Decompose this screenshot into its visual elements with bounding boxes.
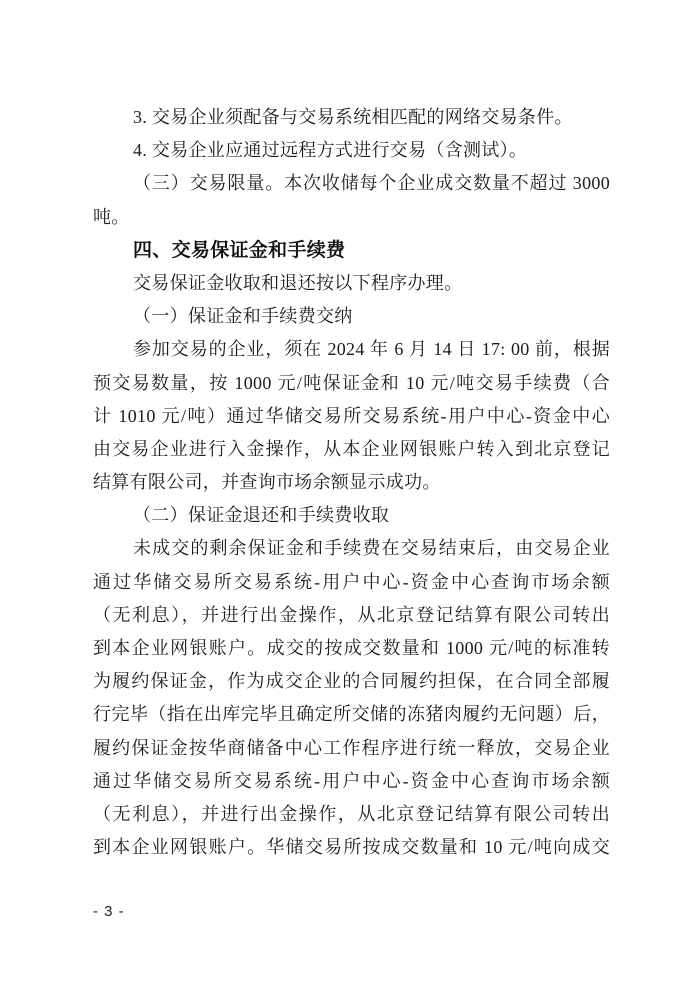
text-line: 交易保证金收取和退还按以下程序办理。 xyxy=(133,272,463,293)
text-line: 通过华储交易所交易系统-用户中心-资金中心查询市场余额 xyxy=(93,770,610,791)
text-line: 吨。 xyxy=(93,206,130,227)
text-line: （无利息），并进行出金操作，从北京登记结算有限公司转出 xyxy=(93,604,610,625)
section-heading: 四、交易保证金和手续费 xyxy=(133,239,346,261)
text-line: （无利息），并进行出金操作，从北京登记结算有限公司转出 xyxy=(93,803,610,824)
text-line: 结算有限公司，并查询市场余额显示成功。 xyxy=(93,472,441,493)
list-item-3: 3. 交易企业须配备与交易系统相匹配的网络交易条件。 xyxy=(133,107,573,127)
document-body xyxy=(93,101,610,864)
text-line: 计 1010 元/吨）通过华储交易所交易系统-用户中心-资金中心 xyxy=(93,405,610,426)
text-line: 参加交易的企业，须在 2024 年 6 月 14 日 17: 00 前，根据 xyxy=(133,339,610,360)
page-number: - 3 - xyxy=(93,903,125,920)
list-item-4: 4. 交易企业应通过远程方式进行交易（含测试）。 xyxy=(133,140,528,161)
subsection-heading-2: （二）保证金退还和手续费收取 xyxy=(133,505,390,526)
text-line: 由交易企业进行入金操作，从本企业网银账户转入到北京登记 xyxy=(93,438,610,459)
text-line: 未成交的剩余保证金和手续费在交易结束后，由交易企业 xyxy=(133,538,610,559)
subsection-heading-1: （一）保证金和手续费交纳 xyxy=(133,306,353,327)
text-line: 履约保证金按华商储备中心工作程序进行统一释放，交易企业 xyxy=(93,737,610,758)
text-line: 到本企业网银账户。成交的按成交数量和 1000 元/吨的标准转 xyxy=(93,638,610,658)
text-line: 通过华储交易所交易系统-用户中心-资金中心查询市场余额 xyxy=(93,571,610,592)
text-line: （三）交易限量。本次收储每个企业成交数量不超过 3000 xyxy=(133,173,610,194)
text-line: 到本企业网银账户。华储交易所按成交数量和 10 元/吨向成交 xyxy=(93,837,610,858)
text-line: 为履约保证金，作为成交企业的合同履约担保，在合同全部履 xyxy=(93,671,610,692)
text-line: 行完毕（指在出库完毕且确定所交储的冻猪肉履约无问题）后， xyxy=(93,704,610,725)
text-line: 预交易数量，按 1000 元/吨保证金和 10 元/吨交易手续费（合 xyxy=(93,372,610,393)
